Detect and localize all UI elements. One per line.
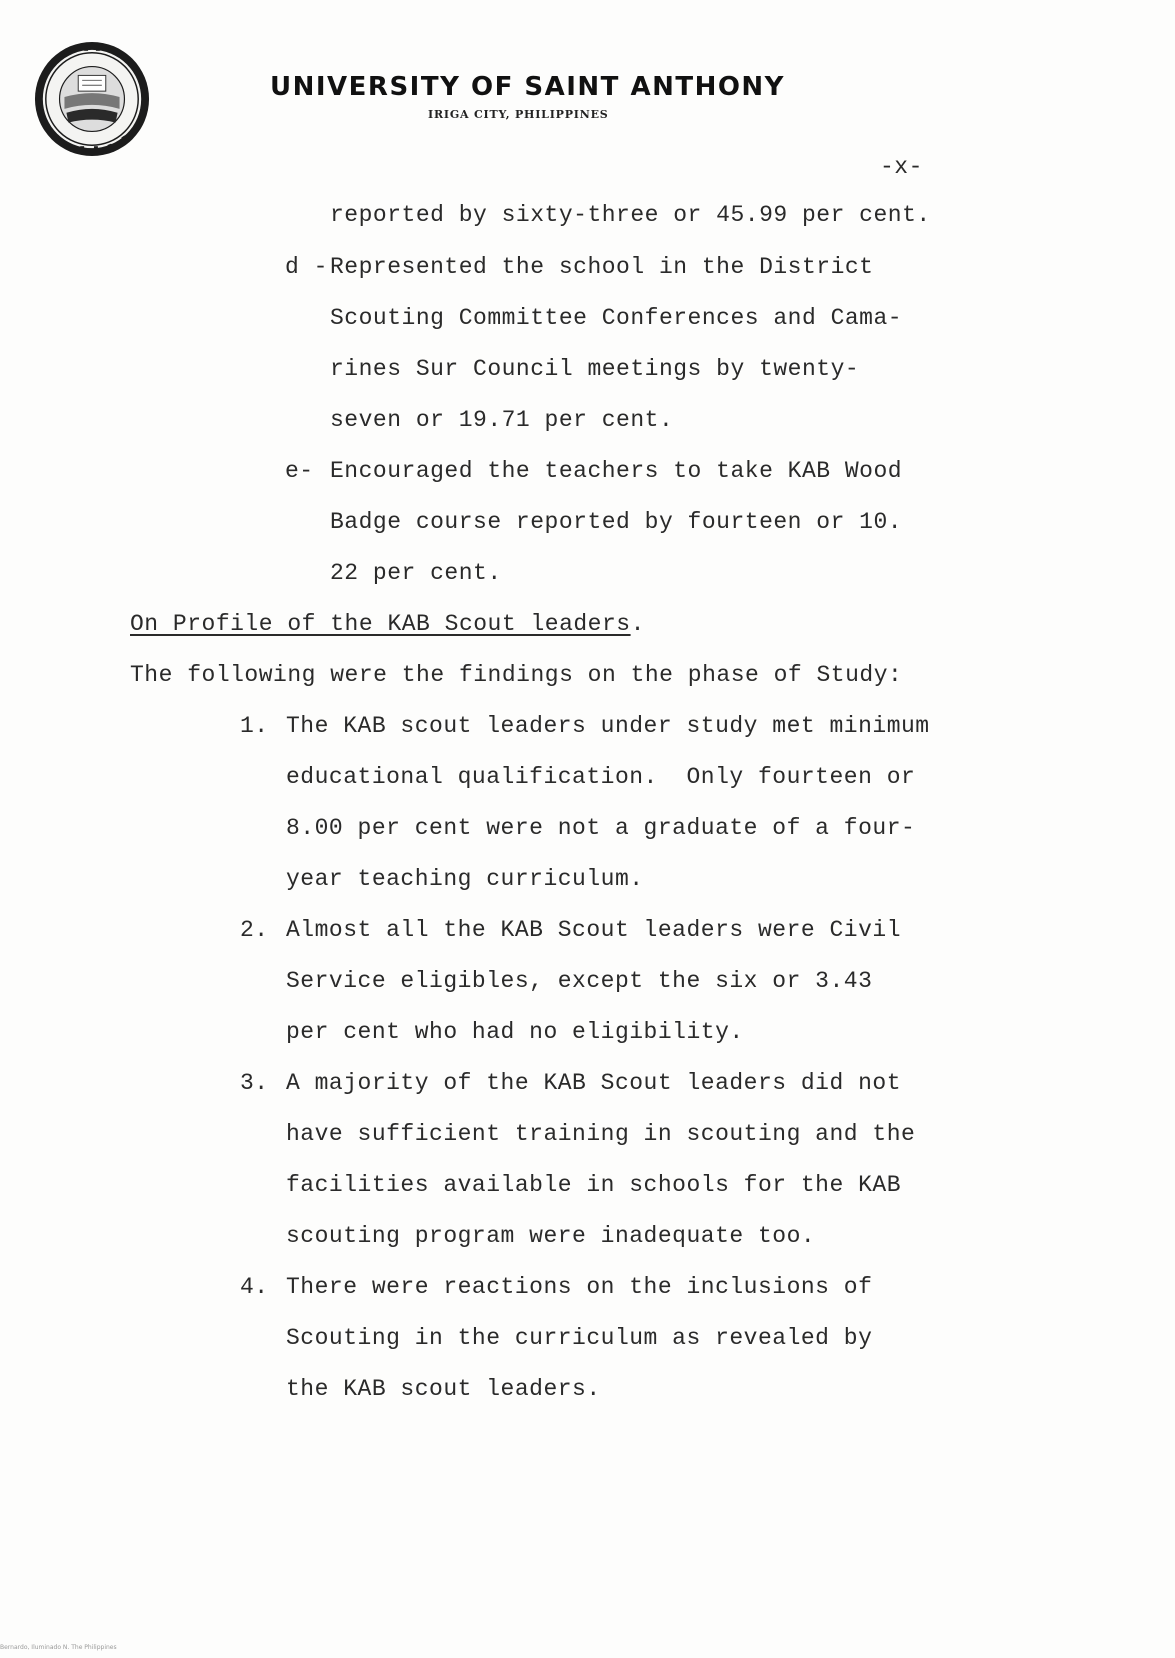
item-d-line-2: Scouting Committee Conferences and Cama- — [330, 305, 903, 331]
finding-3-label: 3. — [240, 1070, 269, 1096]
finding-1-line-1: The KAB scout leaders under study met minimum — [286, 713, 930, 739]
finding-4-line-2: Scouting in the curriculum as revealed by — [286, 1325, 873, 1351]
finding-3-line-4: scouting program were inadequate too. — [286, 1223, 816, 1249]
item-d-line-3: rines Sur Council meetings by twenty- — [330, 356, 860, 382]
university-name: UNIVERSITY OF SAINT ANTHONY — [270, 72, 786, 102]
findings-intro: The following were the findings on the phase of Study: — [130, 662, 903, 688]
finding-1-line-2: educational qualification. Only fourteen or — [286, 764, 916, 790]
finding-4-line-1: There were reactions on the inclusions of — [286, 1274, 873, 1300]
item-e-line-3: 22 per cent. — [330, 560, 502, 586]
finding-3-line-2: have sufficient training in scouting and the — [286, 1121, 916, 1147]
finding-3-line-3: facilities available in schools for the KAB — [286, 1172, 901, 1198]
finding-4-line-3: the KAB scout leaders. — [286, 1376, 601, 1402]
finding-2-line-3: per cent who had no eligibility. — [286, 1019, 744, 1045]
scan-footer: Bernardo, Iluminado N. The Philippines — [0, 1644, 117, 1651]
finding-4-label: 4. — [240, 1274, 269, 1300]
item-e-line-1: Encouraged the teachers to take KAB Wood — [330, 458, 903, 484]
finding-1-line-4: year teaching curriculum. — [286, 866, 644, 892]
section-heading-period: . — [630, 611, 645, 637]
item-e-line-2: Badge course reported by fourteen or 10. — [330, 509, 903, 535]
item-d-line-4: seven or 19.71 per cent. — [330, 407, 674, 433]
page-marker: -x- — [880, 154, 923, 180]
university-location: IRIGA CITY, PHILIPPINES — [428, 108, 609, 121]
university-seal-icon — [33, 40, 151, 158]
item-e-label: e- — [285, 458, 314, 484]
section-heading-text: On Profile of the KAB Scout leaders — [130, 611, 631, 637]
item-c-continuation: reported by sixty-three or 45.99 per cent. — [330, 202, 931, 228]
section-heading — [130, 611, 645, 637]
finding-1-label: 1. — [240, 713, 269, 739]
item-d-label: d - — [285, 254, 328, 280]
finding-2-label: 2. — [240, 917, 269, 943]
finding-2-line-2: Service eligibles, except the six or 3.43 — [286, 968, 873, 994]
finding-3-line-1: A majority of the KAB Scout leaders did not — [286, 1070, 901, 1096]
item-d-line-1: Represented the school in the District — [330, 254, 874, 280]
finding-1-line-3: 8.00 per cent were not a graduate of a four- — [286, 815, 916, 841]
finding-2-line-1: Almost all the KAB Scout leaders were Civil — [286, 917, 901, 943]
